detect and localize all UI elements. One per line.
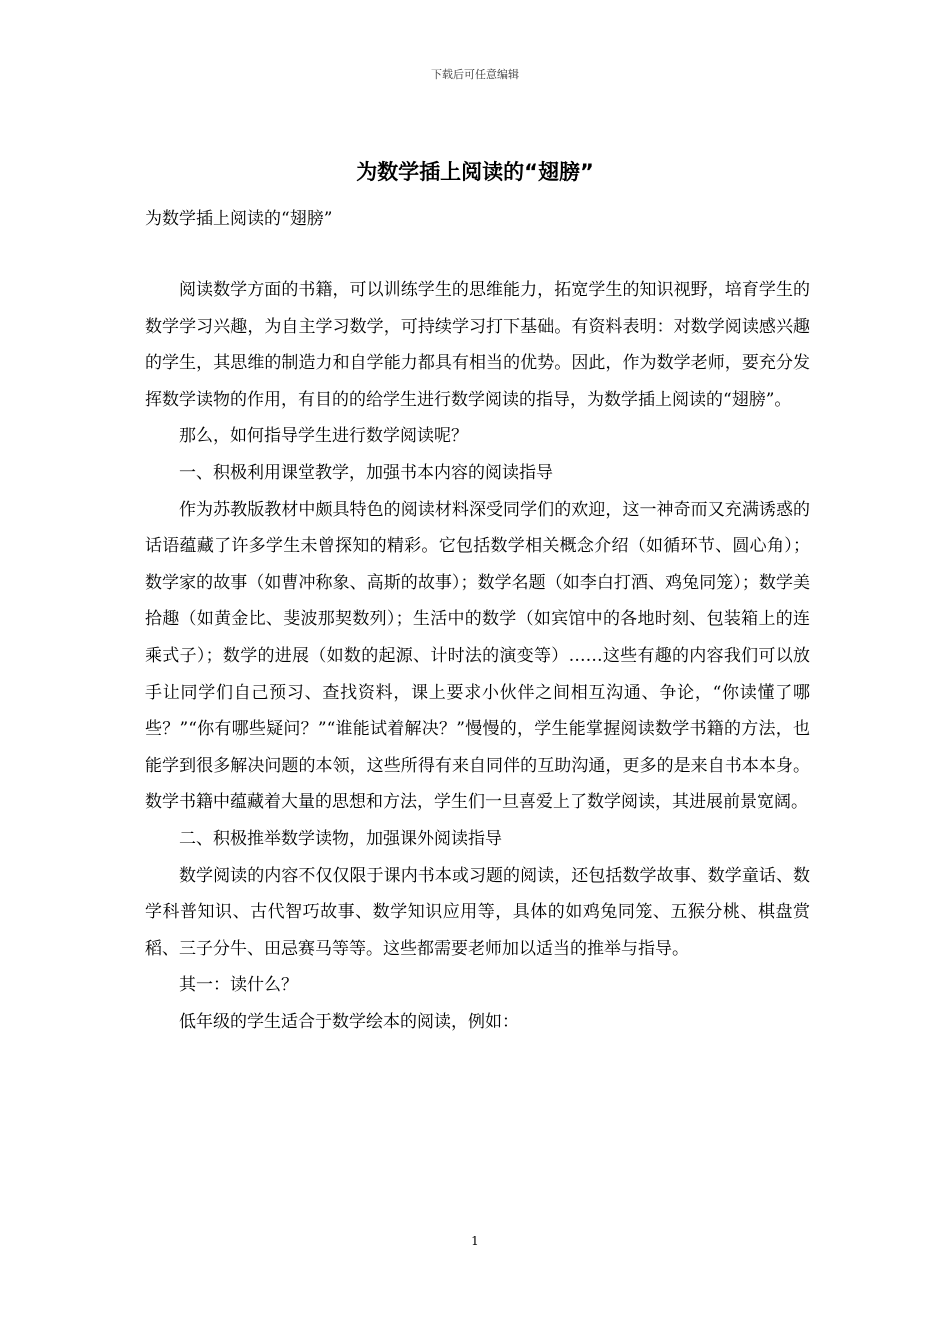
paragraph-section-1: 作为苏教版教材中颇具特色的阅读材料深受同学们的欢迎，这一神奇而又充满诱惑的话语蕴藏了许多学生未曾探知的精彩。它包括数学相关概念介绍（如循环节、圆心角）；数学家的故事（如曹冲称象、高斯的故事）；数学名题（如李白打酒、鸡兔同笼）；数学美拾趣（如黄金比、斐波那契数列）；生活中的数学（如宾馆中的各地时刻、包装箱上的连乘式子）；数学的进展（如数的起源、计时法的演变等）……这些有趣的内容我们可以放手让同学们自己预习、查找资料，课上要求小伙伴之间相互沟通、争论，“你读懂了哪些？”“你有哪些疑问？”“谁能试着解决？”慢慢的，学生能掌握阅读数学书籍的方法，也能学到很多解决问题的本领，这些所得有来自同伴的互助沟通，更多的是来自书本本身。数学书籍中蕴藏着大量的思想和方法，学生们一旦喜爱上了数学阅读，其进展前景宽阔。 (145, 499, 810, 813)
page-number: 1 (471, 1234, 479, 1248)
subheading-what-to-read: 其一：读什么？ (179, 975, 298, 996)
paragraph-low-grade: 低年级的学生适合于数学绘本的阅读，例如： (179, 1011, 519, 1032)
document-body (145, 272, 810, 1040)
section-heading-2: 二、积极推举数学读物，加强课外阅读指导 (179, 828, 502, 849)
document-title: 为数学插上阅读的“翅膀” (356, 160, 594, 184)
paragraph-intro: 阅读数学方面的书籍，可以训练学生的思维能力，拓宽学生的知识视野，培育学生的数学学习兴趣，为自主学习数学，可持续学习打下基础。有资料表明：对数学阅读感兴趣的学生，其思维的制造力和自学能力都具有相当的优势。因此，作为数学老师，要充分发挥数学读物的作用，有目的的给学生进行数学阅读的指导，为数学插上阅读的“翅膀”。 (145, 280, 810, 410)
page-header-note: 下载后可任意编辑 (431, 68, 519, 81)
paragraph-section-2: 数学阅读的内容不仅仅限于课内书本或习题的阅读，还包括数学故事、数学童话、数学科普知识、古代智巧故事、数学知识应用等，具体的如鸡兔同笼、五猴分桃、棋盘赏稻、三子分牛、田忌赛马等等。这些都需要老师加以适当的推举与指导。 (145, 865, 810, 959)
section-heading-1: 一、积极利用课堂教学，加强书本内容的阅读指导 (179, 462, 553, 483)
paragraph-question: 那么，如何指导学生进行数学阅读呢？ (179, 426, 468, 447)
document-subtitle: 为数学插上阅读的“翅膀” (145, 209, 333, 229)
